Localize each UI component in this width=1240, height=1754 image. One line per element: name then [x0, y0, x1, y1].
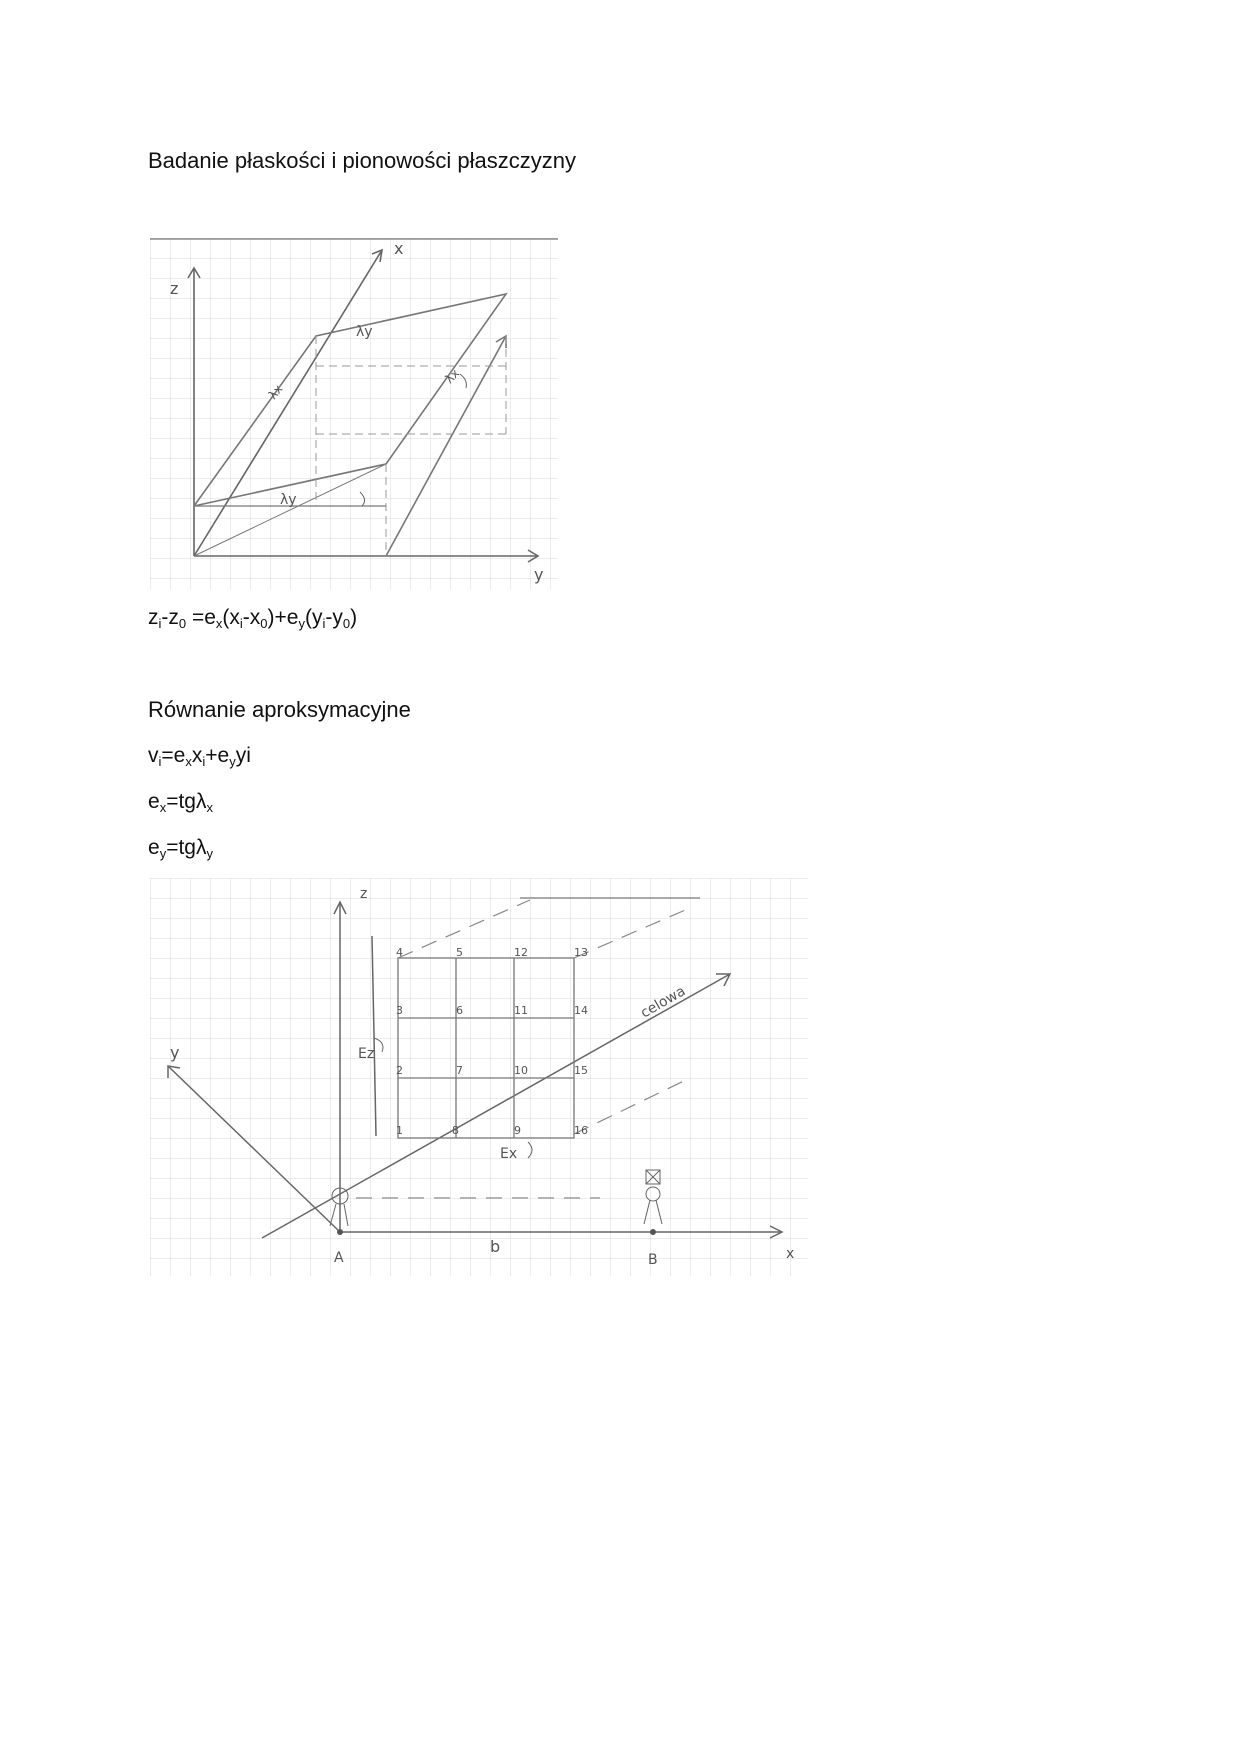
grid-point-label: 10 — [514, 1064, 528, 1077]
baseline-label: b — [490, 1237, 501, 1256]
grid-point-label: 16 — [574, 1124, 588, 1137]
z-axis-label: z — [170, 279, 179, 298]
lambda-x-left-label: λx — [265, 382, 286, 402]
lambda-y-bottom-label: λy — [280, 492, 297, 508]
lambda-x-right-label: λx — [442, 366, 463, 387]
grid-point-label: 15 — [574, 1064, 588, 1077]
lambda-y-top-label: λy — [356, 324, 373, 340]
grid-point-label: 12 — [514, 946, 528, 959]
grid-point-label: 4 — [396, 946, 403, 959]
point-b-label: B — [648, 1252, 658, 1268]
ey-equation: $e_y=tg\lambda_y$ — [148, 836, 213, 861]
approximation-equation: $v_i=e_xx_i+e_yyi$ — [148, 744, 251, 769]
point-a-label: A — [334, 1250, 344, 1266]
y-axis-label: y — [534, 565, 544, 584]
grid-point-label: 11 — [514, 1004, 528, 1017]
x-axis-label: x — [394, 239, 404, 258]
ex-label: Ex — [500, 1146, 518, 1162]
grid-point-label: 13 — [574, 946, 588, 959]
ex-equation: $e_x=tg\lambda_x$ — [148, 790, 213, 815]
plane-flatness-diagram — [150, 238, 558, 590]
grid-point-label: 7 — [456, 1064, 463, 1077]
plane-equation: $z_i-z_0 =e_x(x_i-x_0)+e_y(y_i-y_0)$ — [148, 606, 358, 631]
document-title: Badanie płaskości i pionowości płaszczyzny — [148, 148, 576, 173]
grid-point-label: 9 — [514, 1124, 521, 1137]
grid-point-label: 5 — [456, 946, 463, 959]
verticality-measurement-diagram — [150, 878, 808, 1276]
section-heading: Równanie aproksymacyjne — [148, 697, 411, 722]
grid-point-label: 2 — [396, 1064, 403, 1077]
grid-point-label: 6 — [456, 1004, 463, 1017]
x-axis-label: x — [786, 1246, 795, 1262]
y-axis-label: y — [170, 1043, 180, 1062]
grid-point-label: 8 — [452, 1124, 459, 1137]
sightline-label: celowa — [638, 983, 689, 1022]
z-axis-label: z — [360, 886, 368, 902]
grid-point-label: 3 — [396, 1004, 403, 1017]
grid-point-label: 14 — [574, 1004, 588, 1017]
ez-label: Ez — [358, 1046, 375, 1062]
grid-point-label: 1 — [396, 1124, 403, 1137]
